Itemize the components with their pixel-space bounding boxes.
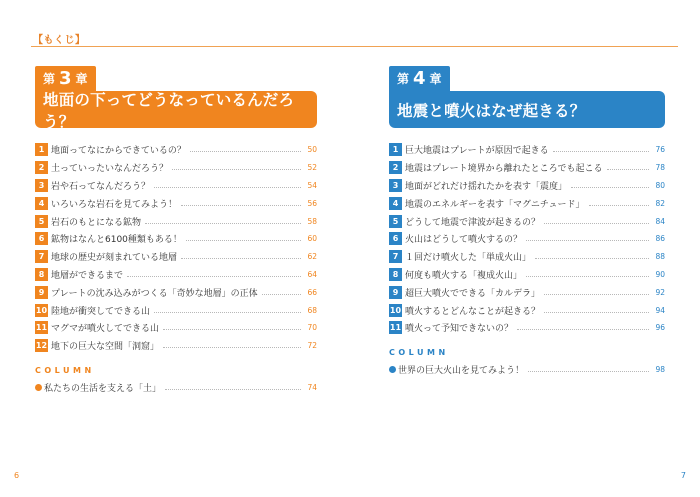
item-page: 52	[307, 163, 317, 173]
toc-item[interactable]	[389, 319, 665, 337]
leader-dots	[190, 151, 301, 152]
item-page: 94	[655, 305, 665, 315]
toc-item[interactable]	[35, 159, 317, 177]
toc-item[interactable]	[389, 301, 665, 319]
leader-dots	[145, 223, 301, 224]
chapter-4-tab	[389, 66, 450, 91]
toc-item[interactable]	[35, 337, 317, 355]
item-page: 64	[307, 269, 317, 279]
item-page: 88	[655, 252, 665, 262]
item-number: 4	[35, 197, 48, 210]
item-title: 地面ってなにからできているの？	[51, 146, 186, 157]
item-page: 60	[307, 234, 317, 244]
item-number: 2	[35, 161, 48, 174]
column-entry[interactable]	[35, 379, 317, 397]
item-page: 58	[307, 216, 317, 226]
item-number: 3	[389, 179, 402, 192]
leader-dots	[163, 329, 301, 330]
item-title: 地震のエネルギーを表す「マグニチュード」	[405, 199, 585, 210]
toc-item[interactable]	[389, 177, 665, 195]
item-title: 地球の歴史が刻まれている地層	[51, 253, 178, 264]
chapter-3-section	[35, 66, 317, 397]
item-title: 噴火って予知できないの？	[405, 324, 514, 335]
chapter-suffix: 章	[429, 72, 442, 86]
item-page: 78	[655, 163, 665, 173]
item-title: いろいろな岩石を見てみよう！	[51, 199, 178, 210]
item-number: 12	[35, 341, 48, 351]
item-title: 噴火するとどんなことが起きる？	[405, 306, 541, 317]
item-page: 80	[655, 180, 665, 190]
item-number: 5	[389, 215, 402, 228]
chapter-prefix: 第	[43, 72, 56, 86]
toc-item[interactable]	[35, 283, 317, 301]
item-number: 10	[35, 305, 48, 315]
item-number: 11	[389, 323, 402, 333]
leader-dots	[517, 329, 649, 330]
column-label: COLUMN	[389, 347, 449, 357]
toc-item[interactable]	[35, 212, 317, 230]
leader-dots	[571, 187, 649, 188]
item-title: 鉱物はなんと6100種類もある！	[51, 235, 182, 246]
toc-item[interactable]	[35, 319, 317, 337]
leader-dots	[526, 240, 649, 241]
item-number: 3	[35, 179, 48, 192]
item-title: 陸地が衝突してできる山	[51, 306, 151, 317]
item-page: 50	[307, 145, 317, 155]
leader-dots	[544, 294, 649, 295]
item-page: 66	[307, 287, 317, 297]
toc-item[interactable]	[35, 177, 317, 195]
item-title: 地層ができるまで	[51, 270, 124, 281]
bullet-icon	[389, 366, 396, 373]
item-number: 1	[35, 143, 48, 156]
chapter-4-list	[389, 141, 665, 337]
leader-dots	[181, 258, 301, 259]
chapter-prefix: 第	[397, 72, 410, 86]
item-title: 地面がどれだけ揺れたかを表す「震度」	[405, 181, 568, 192]
leader-dots	[544, 223, 649, 224]
leader-dots	[154, 312, 301, 313]
item-number: 9	[389, 286, 402, 299]
column-entry-page: 74	[307, 383, 317, 393]
item-page: 56	[307, 198, 317, 208]
toc-item[interactable]	[389, 283, 665, 301]
chapter-4-banner: 地震と噴火はなぜ起きる？	[389, 91, 665, 128]
chapter-suffix: 章	[75, 72, 88, 86]
toc-item[interactable]	[35, 301, 317, 319]
item-number: 1	[389, 143, 402, 156]
item-page: 84	[655, 216, 665, 226]
chapter-3-list	[35, 141, 317, 355]
toc-item[interactable]	[389, 159, 665, 177]
item-page: 82	[655, 198, 665, 208]
item-title: １回だけ噴火した「単成火山」	[405, 253, 532, 264]
toc-item[interactable]	[35, 248, 317, 266]
leader-dots	[172, 169, 301, 170]
leader-dots	[163, 347, 301, 348]
item-number: 4	[389, 197, 402, 210]
leader-dots	[553, 151, 649, 152]
item-title: 地震はプレート境界から離れたところでも起こる	[405, 164, 603, 175]
item-number: 2	[389, 161, 402, 174]
page-number-right: 7	[680, 471, 686, 480]
toc-item[interactable]	[35, 230, 317, 248]
column-entry-title: 私たちの生活を支える「土」	[44, 384, 162, 395]
toc-item[interactable]	[35, 141, 317, 159]
chapter-3-banner: 地面の下ってどうなっているんだろう？	[35, 91, 317, 128]
leader-dots	[186, 240, 301, 241]
leader-dots	[181, 205, 301, 206]
toc-item[interactable]	[389, 212, 665, 230]
item-title: 岩や石ってなんだろう？	[51, 181, 151, 192]
item-page: 72	[307, 341, 317, 351]
item-title: 地下の巨大な空間「洞窟」	[51, 342, 160, 353]
item-page: 76	[655, 145, 665, 155]
toc-header: 【もくじ】	[33, 35, 86, 46]
column-label: COLUMN	[35, 365, 95, 375]
item-title: 岩石のもとになる鉱物	[51, 217, 142, 228]
leader-dots	[544, 312, 649, 313]
item-number: 6	[35, 232, 48, 245]
leader-dots	[165, 389, 301, 390]
page-number-left: 6	[14, 471, 20, 480]
leader-dots	[526, 276, 649, 277]
item-number: 9	[35, 286, 48, 299]
item-number: 8	[389, 268, 402, 281]
item-page: 54	[307, 180, 317, 190]
toc-item[interactable]	[389, 141, 665, 159]
toc-item[interactable]	[35, 266, 317, 284]
item-number: 8	[35, 268, 48, 281]
item-page: 70	[307, 323, 317, 333]
item-title: プレートの沈み込みがつくる「奇妙な地層」の正体	[51, 288, 258, 299]
column-entry-title: 世界の巨大火山を見てみよう！	[398, 366, 525, 377]
item-page: 90	[655, 269, 665, 279]
toc-item[interactable]	[389, 248, 665, 266]
item-page: 86	[655, 234, 665, 244]
leader-dots	[154, 187, 301, 188]
item-title: 何度も噴火する「複成火山」	[405, 270, 523, 281]
item-page: 62	[307, 252, 317, 262]
header-rule	[31, 46, 678, 47]
item-title: 土っていったいなんだろう？	[51, 164, 169, 175]
item-title: マグマが噴火してできる山	[51, 324, 160, 335]
toc-item[interactable]	[35, 194, 317, 212]
leader-dots	[528, 371, 649, 372]
leader-dots	[607, 169, 649, 170]
item-page: 92	[655, 287, 665, 297]
chapter-4-section	[389, 66, 665, 379]
item-page: 96	[655, 323, 665, 333]
chapter-number: 4	[413, 68, 426, 89]
item-number: 10	[389, 305, 402, 315]
item-title: 火山はどうして噴火するの？	[405, 235, 523, 246]
item-number: 11	[35, 323, 48, 333]
item-number: 7	[389, 250, 402, 263]
chapter-number: 3	[59, 68, 72, 89]
toc-item[interactable]	[389, 266, 665, 284]
leader-dots	[127, 276, 301, 277]
item-number: 6	[389, 232, 402, 245]
column-entry-page: 98	[655, 365, 665, 375]
leader-dots	[262, 294, 301, 295]
item-title: どうして地震で津波が起きるの？	[405, 217, 541, 228]
leader-dots	[589, 205, 649, 206]
item-page: 68	[307, 305, 317, 315]
item-number: 5	[35, 215, 48, 228]
toc-item[interactable]	[389, 230, 665, 248]
item-number: 7	[35, 250, 48, 263]
toc-item[interactable]	[389, 194, 665, 212]
item-title: 超巨大噴火でできる「カルデラ」	[405, 288, 541, 299]
column-entry[interactable]	[389, 361, 665, 379]
item-title: 巨大地震はプレートが原因で起きる	[405, 146, 549, 157]
bullet-icon	[35, 384, 42, 391]
leader-dots	[535, 258, 649, 259]
